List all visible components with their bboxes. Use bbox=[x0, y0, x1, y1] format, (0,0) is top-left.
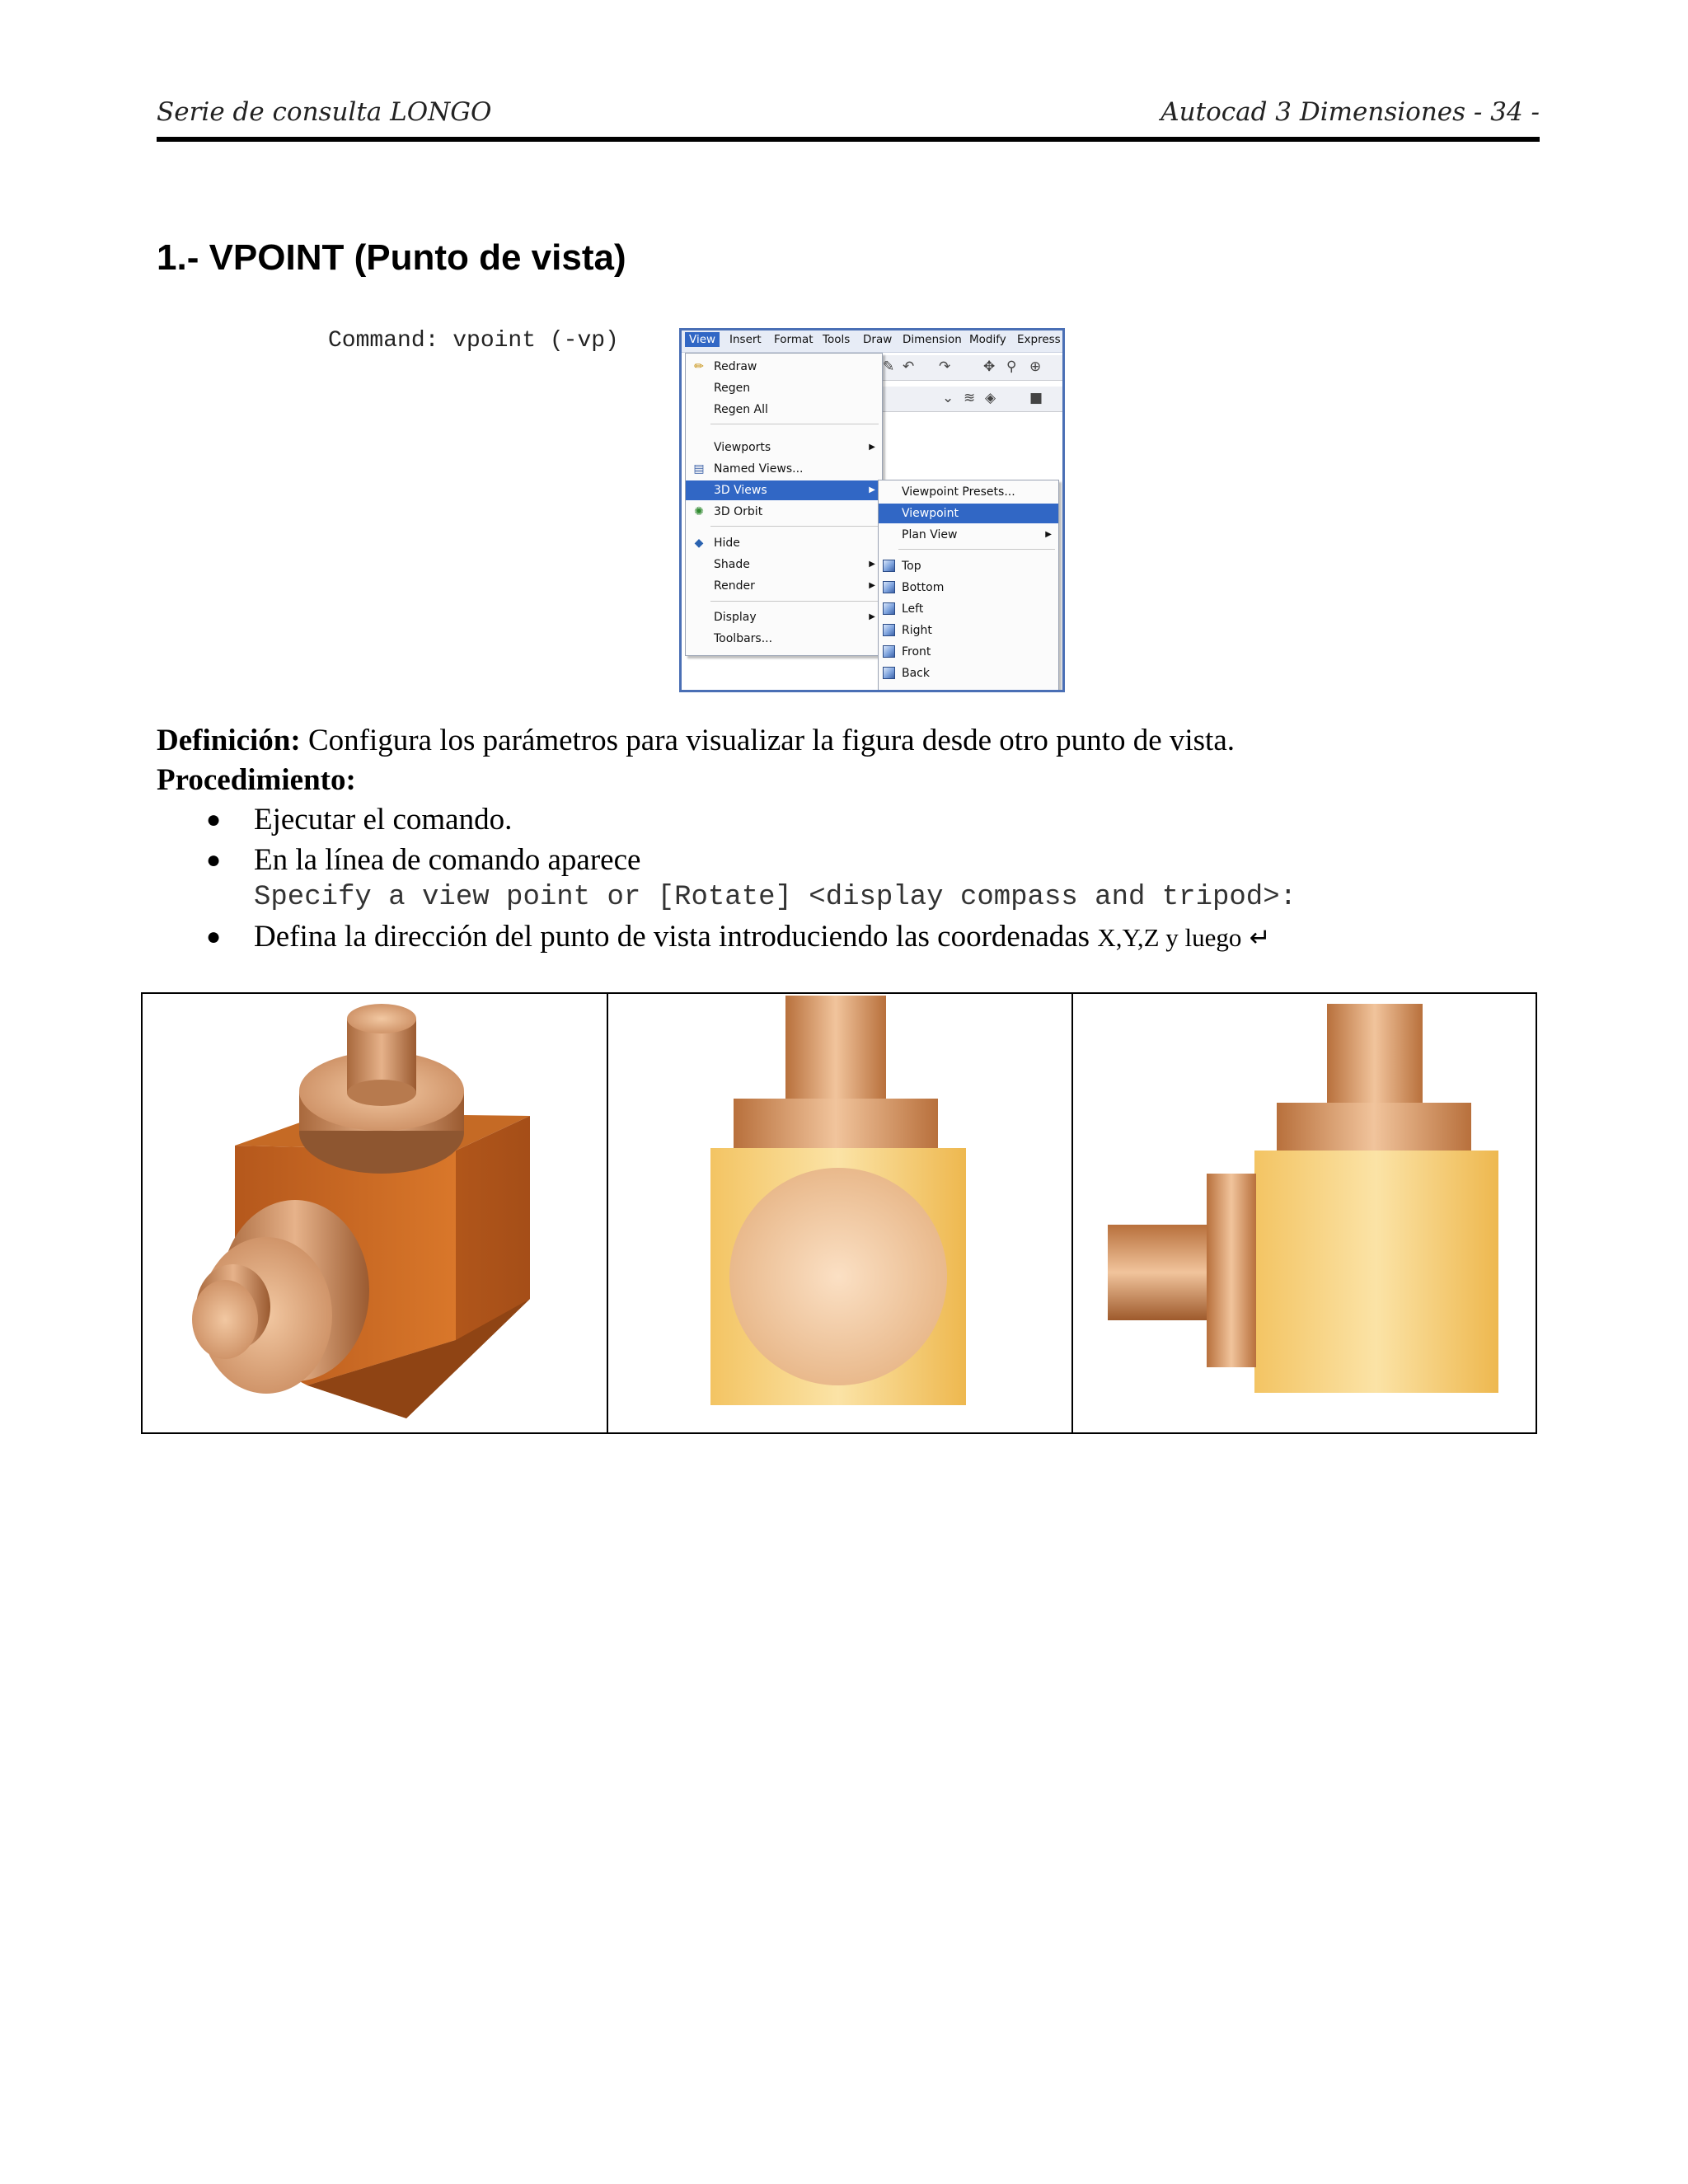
menu-item-3d-views[interactable] bbox=[686, 480, 882, 500]
menu-item-label: Redraw bbox=[714, 360, 757, 373]
submenu-arrow-icon: ▶ bbox=[1045, 530, 1052, 539]
view-back-icon bbox=[882, 667, 895, 680]
3d-views-submenu bbox=[878, 480, 1059, 691]
menu-separator bbox=[710, 601, 879, 602]
menu-item-label: Regen bbox=[714, 382, 751, 395]
section-title: 1.- VPOINT (Punto de vista) bbox=[157, 237, 626, 278]
submenu-item-left[interactable] bbox=[879, 599, 1058, 619]
toolbar-standard bbox=[878, 355, 1062, 381]
menu-item-label: Render bbox=[714, 579, 755, 593]
submenu-arrow-icon: ▶ bbox=[869, 581, 875, 590]
menu-item-label: Plan View bbox=[902, 528, 958, 541]
submenu-item-back[interactable] bbox=[879, 663, 1058, 683]
menu-item-label: Viewports bbox=[714, 441, 771, 454]
header-rule bbox=[157, 137, 1540, 142]
view-bottom-icon bbox=[882, 581, 895, 594]
menu-item-named-views[interactable] bbox=[686, 459, 882, 479]
menu-separator bbox=[898, 549, 1055, 550]
dropdown-arrow-icon[interactable]: ⌄ bbox=[942, 390, 954, 406]
menu-item-3d-orbit[interactable] bbox=[686, 502, 882, 522]
bullet-icon: ● bbox=[206, 923, 222, 950]
view-menu-screenshot bbox=[679, 328, 1065, 692]
menu-item-label: Viewpoint bbox=[902, 507, 959, 520]
submenu-item-front[interactable] bbox=[879, 642, 1058, 662]
menu-item-regen[interactable] bbox=[686, 378, 882, 398]
submenu-arrow-icon: ▶ bbox=[869, 485, 875, 494]
enter-key-icon: ↵ bbox=[1249, 923, 1271, 952]
menu-item-display[interactable] bbox=[686, 607, 882, 627]
menu-view[interactable]: View bbox=[685, 332, 720, 347]
submenu-arrow-icon: ▶ bbox=[869, 612, 875, 621]
color-swatch-icon[interactable]: ■ bbox=[1029, 390, 1043, 406]
command-text: Command: vpoint (-vp) bbox=[328, 328, 619, 354]
step-1-text: Ejecutar el comando. bbox=[254, 803, 513, 837]
zoom-realtime-icon[interactable]: ⚲ bbox=[1006, 359, 1017, 375]
menu-item-label: Display bbox=[714, 611, 757, 624]
isometric-view-image bbox=[143, 994, 607, 1432]
toolbar-layers bbox=[878, 387, 1062, 412]
step-3-text: Defina la dirección del punto de vista introduciendo las coordenadas bbox=[254, 920, 1098, 954]
submenu-item-plan-view[interactable] bbox=[879, 525, 1058, 545]
menu-modify[interactable]: Modify bbox=[969, 333, 1006, 346]
views-image-table bbox=[141, 992, 1537, 1434]
submenu-item-right[interactable] bbox=[879, 621, 1058, 640]
menu-item-label: 3D Orbit bbox=[714, 505, 763, 518]
menu-item-label: Regen All bbox=[714, 403, 768, 416]
redraw-icon: ✏ bbox=[694, 360, 704, 373]
undo-icon[interactable]: ↶ bbox=[903, 359, 915, 375]
bullet-icon: ● bbox=[206, 846, 222, 874]
menu-bar bbox=[682, 330, 1062, 353]
submenu-item-viewpoint[interactable] bbox=[879, 504, 1058, 523]
menu-item-label: Bottom bbox=[902, 581, 945, 594]
menu-item-hide[interactable] bbox=[686, 533, 882, 553]
menu-item-label: Top bbox=[902, 560, 921, 573]
menu-item-label: Hide bbox=[714, 537, 740, 550]
definition-text: Configura los parámetros para visualizar la figura desde otro punto de vista. bbox=[300, 724, 1235, 757]
hide-icon: ◆ bbox=[694, 537, 704, 550]
menu-insert[interactable]: Insert bbox=[729, 333, 762, 346]
orbit-icon: ✺ bbox=[694, 505, 704, 518]
bullet-icon: ● bbox=[206, 806, 222, 833]
side-view-image bbox=[1073, 994, 1536, 1432]
menu-item-regen-all[interactable] bbox=[686, 400, 882, 419]
step-3-line bbox=[254, 919, 1271, 954]
front-view-image bbox=[608, 994, 1071, 1432]
redo-icon[interactable]: ↷ bbox=[939, 359, 951, 375]
menu-item-toolbars[interactable] bbox=[686, 629, 882, 649]
menu-item-viewports[interactable] bbox=[686, 438, 882, 457]
menu-separator bbox=[710, 526, 879, 527]
definition-label: Definición: bbox=[157, 724, 301, 757]
menu-item-label: Right bbox=[902, 624, 932, 637]
menu-item-label: Shade bbox=[714, 558, 750, 571]
menu-item-label: Front bbox=[902, 645, 931, 658]
step-2-text: En la línea de comando aparece bbox=[254, 843, 641, 877]
layer-previous-icon[interactable]: ◈ bbox=[985, 390, 996, 406]
layers-icon[interactable]: ≋ bbox=[964, 390, 976, 406]
submenu-item-bottom[interactable] bbox=[879, 578, 1058, 598]
header-page-info: Autocad 3 Dimensiones - 34 - bbox=[1160, 97, 1540, 127]
step-3-coordinates: X,Y,Z y luego bbox=[1097, 923, 1242, 952]
submenu-item-top[interactable] bbox=[879, 556, 1058, 576]
menu-item-label: 3D Views bbox=[714, 484, 767, 497]
view-left-icon bbox=[882, 602, 895, 616]
view-right-icon bbox=[882, 624, 895, 637]
pan-icon[interactable]: ✥ bbox=[983, 359, 996, 375]
view-top-icon bbox=[882, 560, 895, 573]
submenu-arrow-icon: ▶ bbox=[869, 443, 875, 452]
menu-format[interactable]: Format bbox=[774, 333, 814, 346]
menu-draw[interactable]: Draw bbox=[863, 333, 893, 346]
menu-item-label: Left bbox=[902, 602, 924, 616]
menu-tools[interactable]: Tools bbox=[823, 333, 851, 346]
view-front-icon bbox=[882, 645, 895, 658]
header-series-title: Serie de consulta LONGO bbox=[157, 97, 492, 127]
match-properties-icon[interactable]: ✎ bbox=[883, 359, 895, 375]
menu-item-label: Named Views... bbox=[714, 462, 804, 476]
submenu-item-viewpoint-presets[interactable] bbox=[879, 482, 1058, 502]
step-2-prompt-code: Specify a view point or [Rotate] <display compass and tripod>: bbox=[254, 882, 1297, 913]
definition-paragraph bbox=[157, 723, 1235, 758]
zoom-window-icon[interactable]: ⊕ bbox=[1029, 359, 1042, 375]
menu-item-label: Back bbox=[902, 667, 930, 680]
submenu-arrow-icon: ▶ bbox=[869, 560, 875, 569]
menu-item-label: Viewpoint Presets... bbox=[902, 485, 1015, 499]
menu-express[interactable]: Express bbox=[1017, 333, 1061, 346]
view-dropdown-menu bbox=[685, 353, 883, 656]
menu-item-render[interactable] bbox=[686, 576, 882, 596]
menu-item-shade[interactable] bbox=[686, 555, 882, 574]
menu-item-label: Toolbars... bbox=[714, 632, 773, 645]
menu-item-redraw[interactable] bbox=[686, 357, 882, 377]
named-views-icon: ▤ bbox=[693, 462, 705, 476]
procedure-label: Procedimiento: bbox=[157, 763, 356, 797]
menu-dimension[interactable]: Dimension bbox=[903, 333, 962, 346]
